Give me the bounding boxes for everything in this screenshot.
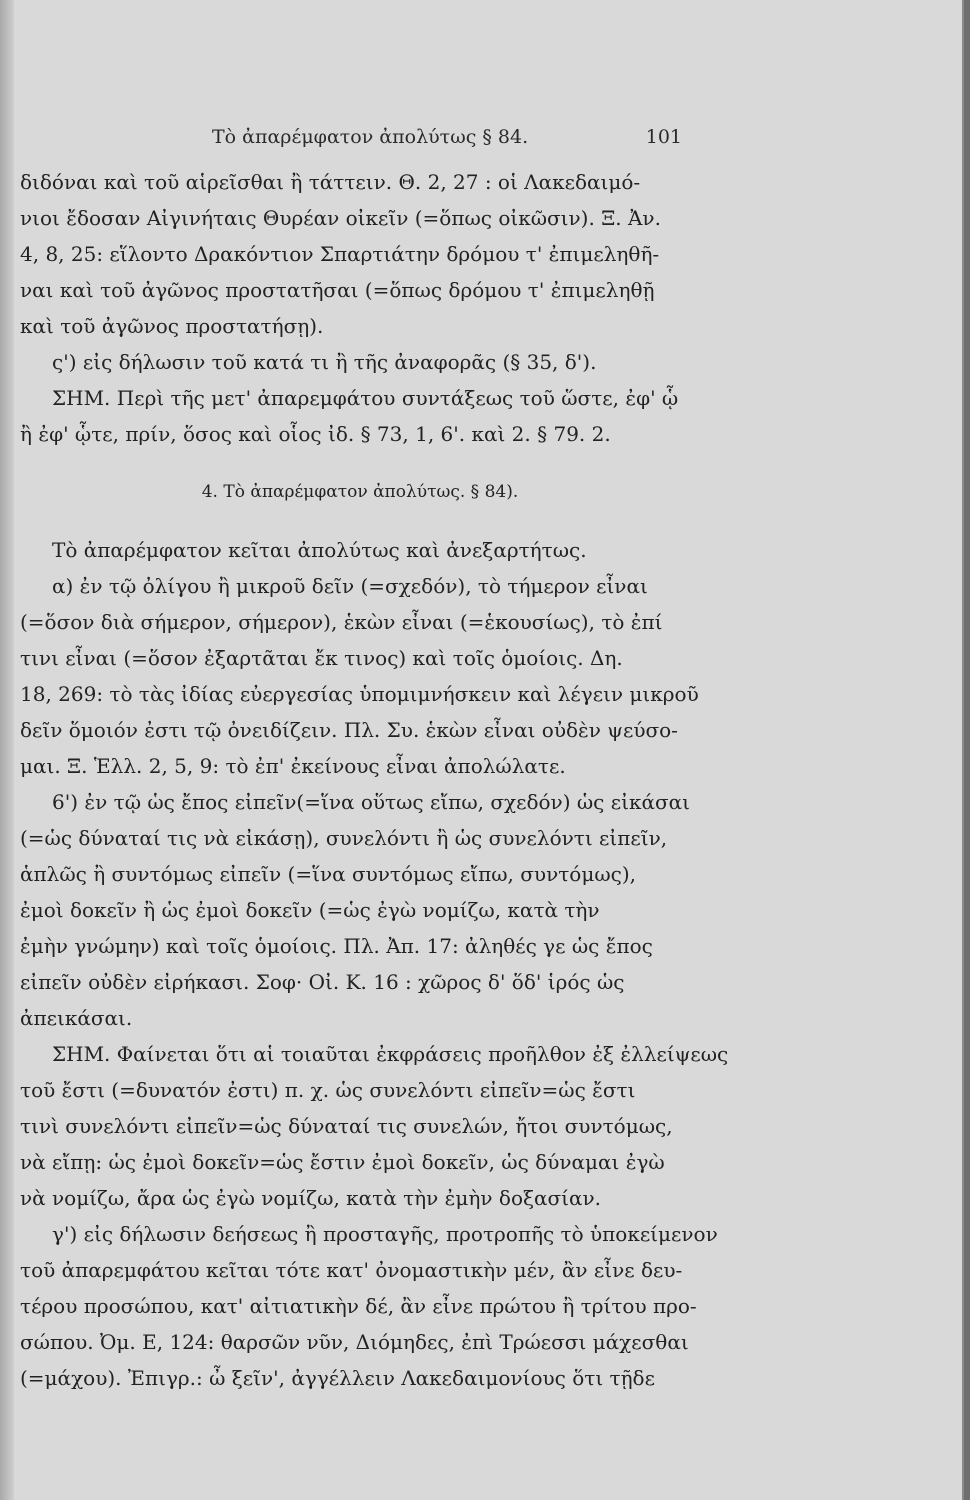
text-line: ἐμοὶ δοκεῖν ἢ ὡς ἐμοὶ δοκεῖν (=ὡς ἐγὼ νομίζω, κατὰ τὴν (20, 898, 600, 922)
text-line: σώπου. Ὀμ. Ε, 124: θαρσῶν νῦν, Διόμηδες, ἐπὶ Τρώεσσι μάχεσθαι (20, 1330, 689, 1354)
text-line: ναι καὶ τοῦ ἀγῶνος προστατῆσαι (=ὅπως δρόμου τ' ἐπιμεληθῇ (20, 278, 655, 302)
text-line: (=μάχου). Ἐπιγρ.: ὦ ξεῖν', ἀγγέλλειν Λακεδαιμονίους ὅτι τῇδε (20, 1366, 655, 1390)
text-line: ἁπλῶς ἢ συντόμως εἰπεῖν (=ἵνα συντόμως εἴπω, συντόμως), (20, 862, 637, 886)
text-line: τοῦ ἀπαρεμφάτου κεῖται τότε κατ' ὀνομαστικὴν μέν, ἂν εἶνε δευ- (20, 1258, 683, 1282)
text-line: καὶ τοῦ ἀγῶνος προστατήσῃ). (20, 314, 324, 338)
binding-edge (0, 0, 14, 1500)
text-line: 18, 269: τὸ τὰς ἰδίας εὐεργεσίας ὑπομιμνήσκειν καὶ λέγειν μικροῦ (20, 682, 699, 706)
text-line: νιοι ἔδοσαν Αἰγινήταις Θυρέαν οἰκεῖν (=ὅπως οἰκῶσιν). Ξ. Ἀν. (20, 206, 661, 230)
text-line: ἀπεικάσαι. (20, 1006, 133, 1030)
text-line: τινὶ συνελόντι εἰπεῖν=ὡς δύναταί τις συνελών, ἤτοι συντόμως, (20, 1114, 673, 1138)
text-line: μαι. Ξ. Ἑλλ. 2, 5, 9: τὸ ἐπ' ἐκείνους εἶναι ἀπολώλατε. (20, 754, 566, 778)
text-line: Τὸ ἀπαρέμφατον κεῖται ἀπολύτως καὶ ἀνεξαρτήτως. (52, 538, 587, 562)
text-line: α) ἐν τῷ ὀλίγου ἢ μικροῦ δεῖν (=σχεδόν), τὸ τήμερον εἶναι (52, 574, 648, 598)
text-line: τινι εἶναι (=ὅσον ἐξαρτᾶται ἔκ τινος) καὶ τοῖς ὁμοίοις. Δη. (20, 646, 623, 670)
text-line: (=ὅσον διὰ σήμερον, σήμερον), ἑκὼν εἶναι (=ἑκουσίως), τὸ ἐπί (20, 610, 663, 634)
text-line: διδόναι καὶ τοῦ αἱρεῖσθαι ἢ τάττειν. Θ. 2, 27 : οἱ Λακεδαιμό- (20, 170, 641, 194)
text-line: ἐμὴν γνώμην) καὶ τοῖς ὁμοίοις. Πλ. Ἀπ. 17: ἀληθές γε ὡς ἔπος (20, 934, 653, 958)
text-line: νὰ εἴπῃ: ὡς ἐμοὶ δοκεῖν=ὡς ἔστιν ἐμοὶ δοκεῖν, ὡς δύναμαι ἐγὼ (20, 1150, 665, 1174)
header-title: Τὸ ἀπαρέμφατον ἀπολύτως § 84. (212, 126, 529, 148)
text-line: 6') ἐν τῷ ὡς ἔπος εἰπεῖν(=ἵνα οὕτως εἴπω, σχεδόν) ὡς εἰκάσαι (52, 790, 690, 814)
text-line: νὰ νομίζω, ἄρα ὡς ἐγὼ νομίζω, κατὰ τὴν ἐμὴν δοξασίαν. (20, 1186, 602, 1210)
section-heading: 4. Τὸ ἀπαρέμφατον ἀπολύτως. § 84). (201, 482, 519, 502)
text-line: 4, 8, 25: εἵλοντο Δρακόντιον Σπαρτιάτην δρόμου τ' ἐπιμεληθῆ- (20, 242, 660, 266)
text-line: ἢ ἐφ' ᾧτε, πρίν, ὅσος καὶ οἷος ἰδ. § 73, 1, 6'. καὶ 2. § 79. 2. (20, 422, 611, 446)
text-line: εἰπεῖν οὐδὲν εἰρήκασι. Σοφ· Οἰ. Κ. 16 : χῶρος δ' ὅδ' ἱρός ὡς (20, 970, 625, 994)
text-line: γ') εἰς δήλωσιν δεήσεως ἢ προσταγῆς, προτροπῆς τὸ ὑποκείμενον (52, 1222, 718, 1246)
page-number: 101 (645, 126, 682, 148)
text-line: ς') εἰς δήλωσιν τοῦ κατά τι ἢ τῆς ἀναφορᾶς (§ 35, δ'). (52, 350, 597, 374)
text-line: (=ὡς δύναταί τις νὰ εἰκάσῃ), συνελόντι ἢ ὡς συνελόντι εἰπεῖν, (20, 826, 668, 850)
text-line: τέρου προσώπου, κατ' αἰτιατικὴν δέ, ἂν εἶνε πρώτου ἢ τρίτου προ- (20, 1294, 697, 1318)
text-line: τοῦ ἔστι (=δυνατόν ἐστι) π. χ. ὡς συνελόντι εἰπεῖν=ὡς ἔστι (20, 1078, 636, 1102)
text-line: ΣΗΜ. Φαίνεται ὅτι αἱ τοιαῦται ἐκφράσεις προῆλθον ἐξ ἐλλείψεως (52, 1042, 729, 1066)
text-line: ΣΗΜ. Περὶ τῆς μετ' ἀπαρεμφάτου συντάξεως τοῦ ὥστε, ἐφ' ᾧ (52, 386, 679, 410)
text-line: δεῖν ὅμοιόν ἐστι τῷ ὀνειδίζειν. Πλ. Συ. ἑκὼν εἶναι οὐδὲν ψεύσο- (20, 718, 678, 742)
